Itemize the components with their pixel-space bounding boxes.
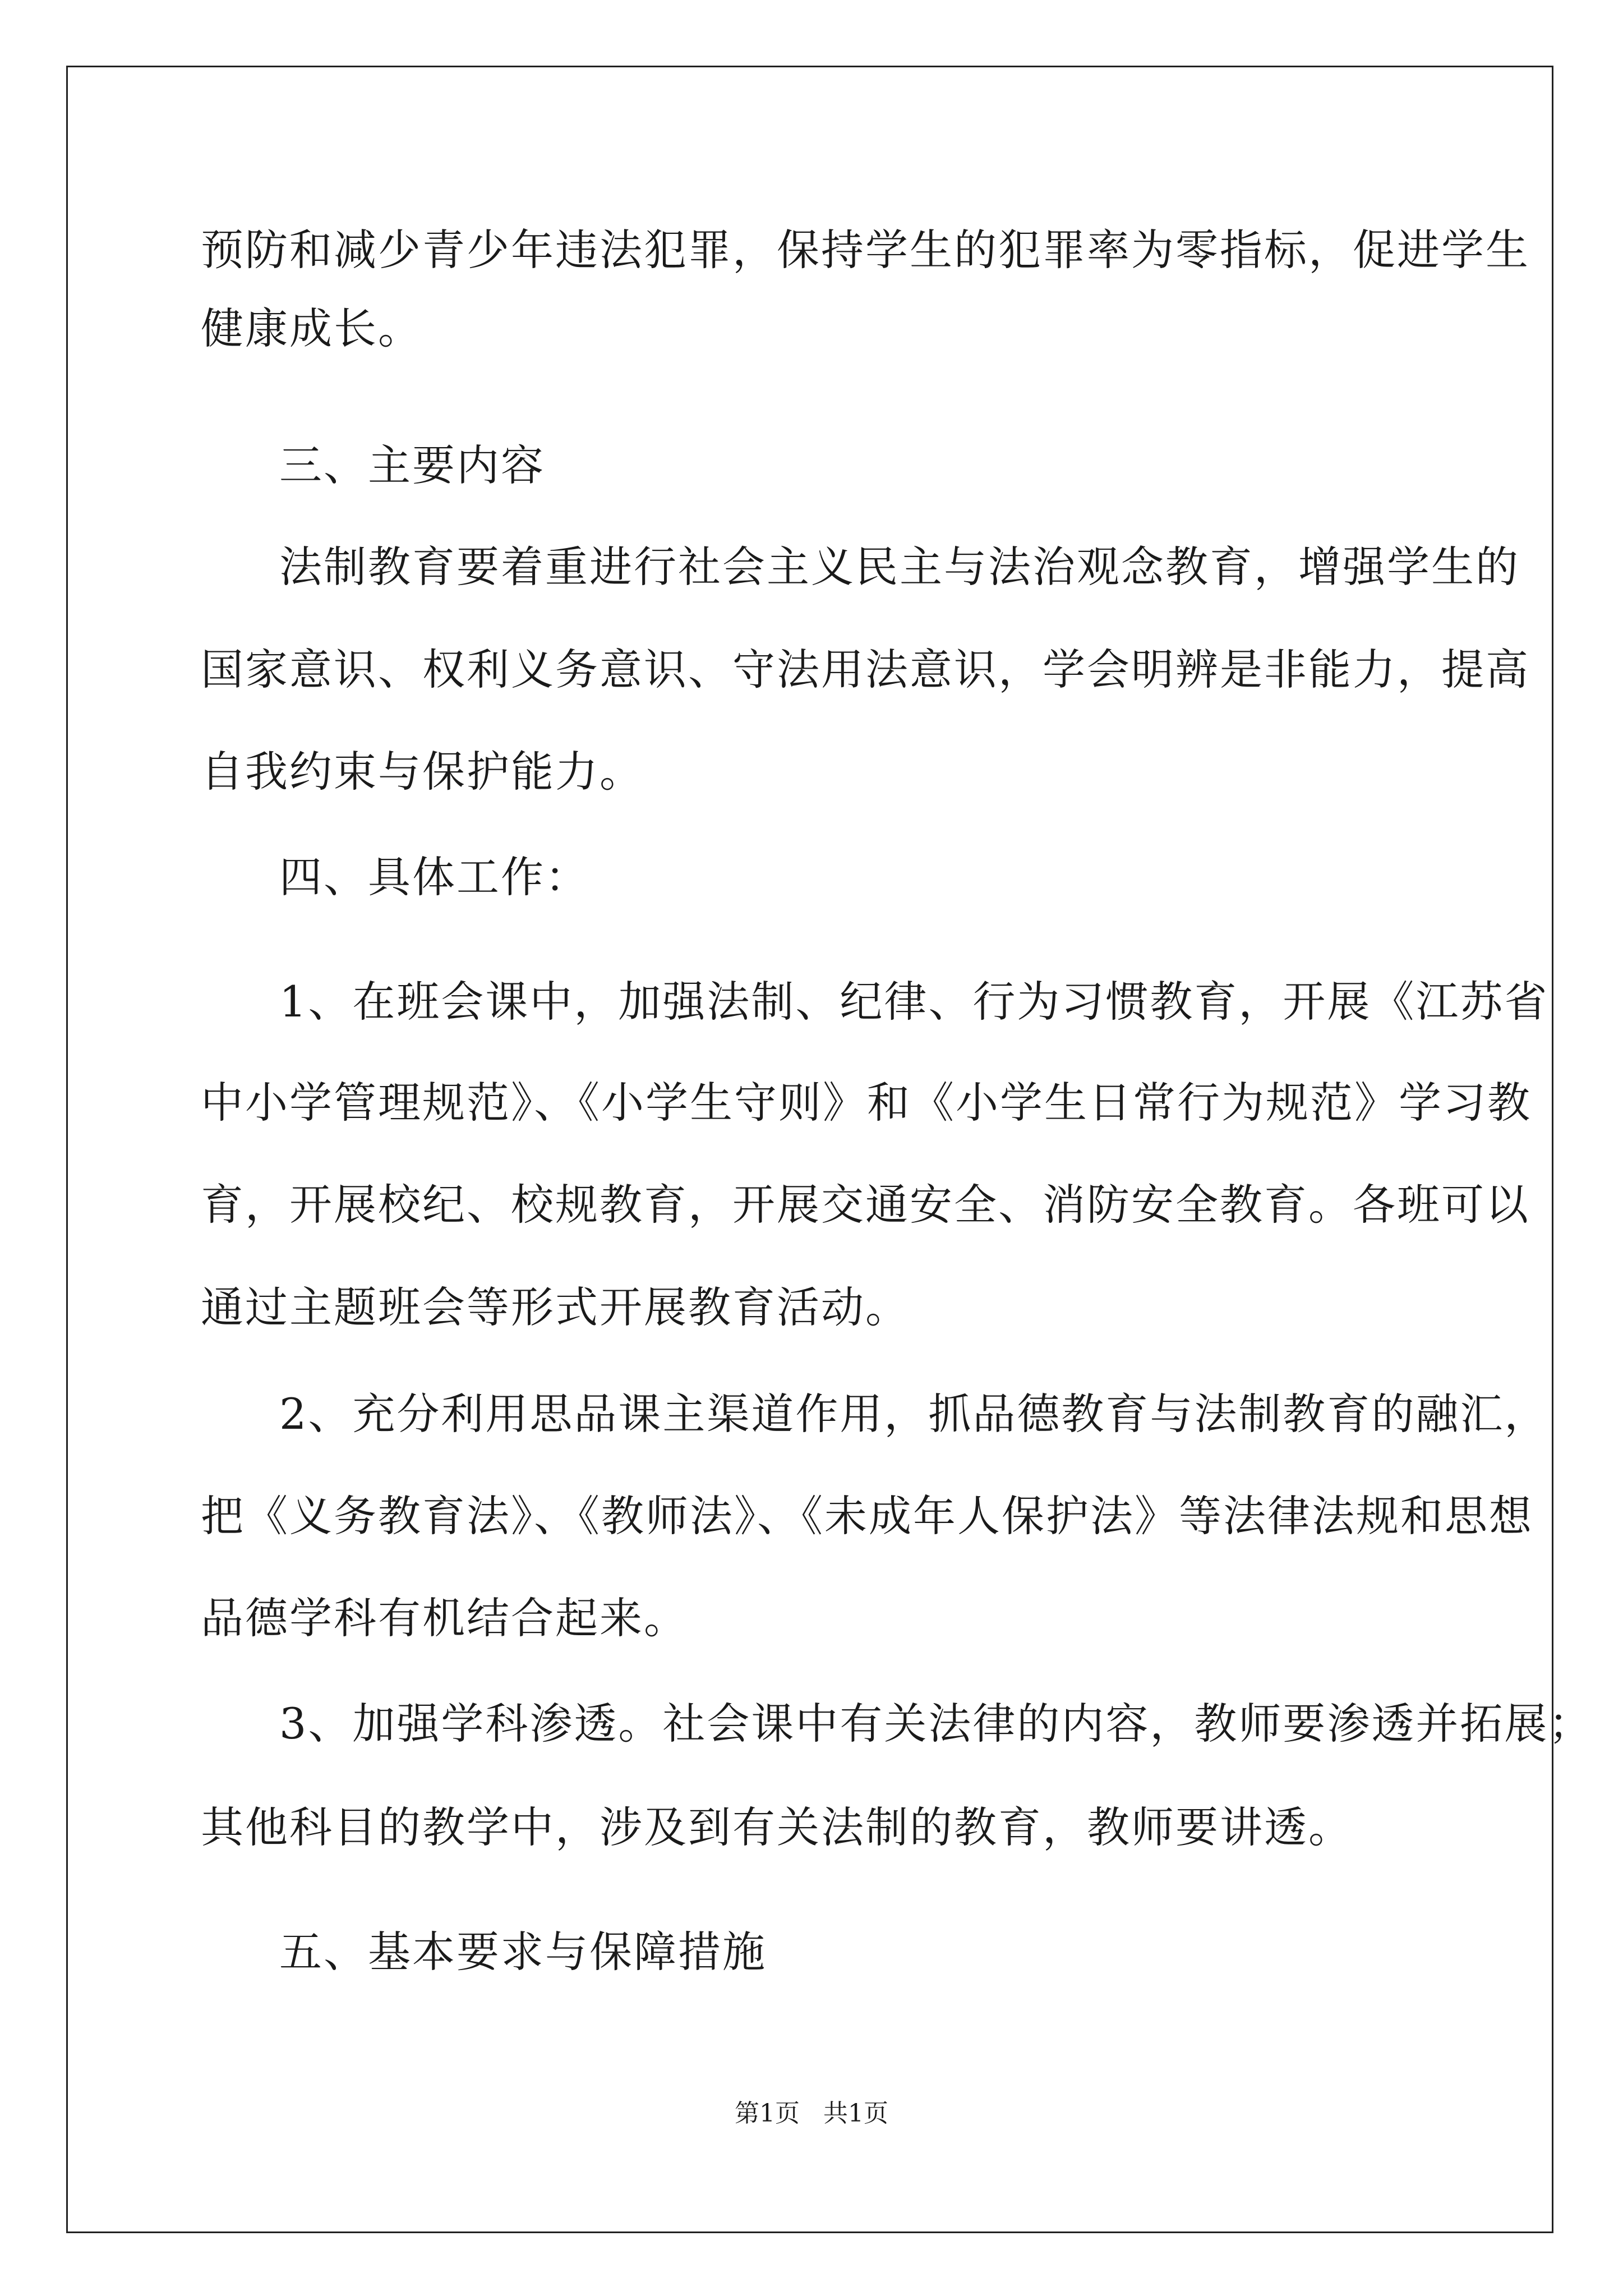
body-line: 中小学管理规范》、《小学生守则》和《小学生日常行为规范》学习教 xyxy=(201,1078,1532,1128)
body-line: 法制教育要着重进行社会主义民主与法治观念教育，增强学生的 xyxy=(279,542,1520,592)
body-line: 1、在班会课中，加强法制、纪律、行为习惯教育，开展《江苏省 xyxy=(279,977,1549,1027)
page-border xyxy=(66,66,1553,2233)
body-line: 3、加强学科渗透。社会课中有关法律的内容，教师要渗透并拓展； xyxy=(279,1699,1593,1749)
body-line: 2、充分利用思品课主渠道作用，抓品德教育与法制教育的融汇， xyxy=(279,1389,1549,1439)
body-line: 其他科目的教学中，涉及到有关法制的教育，教师要讲透。 xyxy=(201,1802,1353,1852)
body-line: 国家意识、权利义务意识、守法用法意识，学会明辨是非能力，提高 xyxy=(201,645,1530,694)
body-line: 品德学科有机结合起来。 xyxy=(201,1593,688,1643)
body-line: 把《义务教育法》、《教师法》、《未成年人保护法》等法律法规和思想 xyxy=(201,1491,1533,1541)
body-line: 健康成长。 xyxy=(201,303,422,353)
section-heading-requirements: 五、基本要求与保障措施 xyxy=(279,1927,767,1977)
section-heading-main-content: 三、主要内容 xyxy=(279,440,545,490)
body-line: 育，开展校纪、校规教育，开展交通安全、消防安全教育。各班可以 xyxy=(201,1180,1530,1230)
body-line: 自我约束与保护能力。 xyxy=(201,747,644,797)
section-heading-specific-work: 四、具体工作： xyxy=(279,852,589,902)
body-line: 预防和减少青少年违法犯罪，保持学生的犯罪率为零指标，促进学生 xyxy=(201,225,1530,275)
body-line: 通过主题班会等形式开展教育活动。 xyxy=(201,1282,910,1332)
page-number-footer: 第1页 共1页 xyxy=(735,2099,888,2128)
